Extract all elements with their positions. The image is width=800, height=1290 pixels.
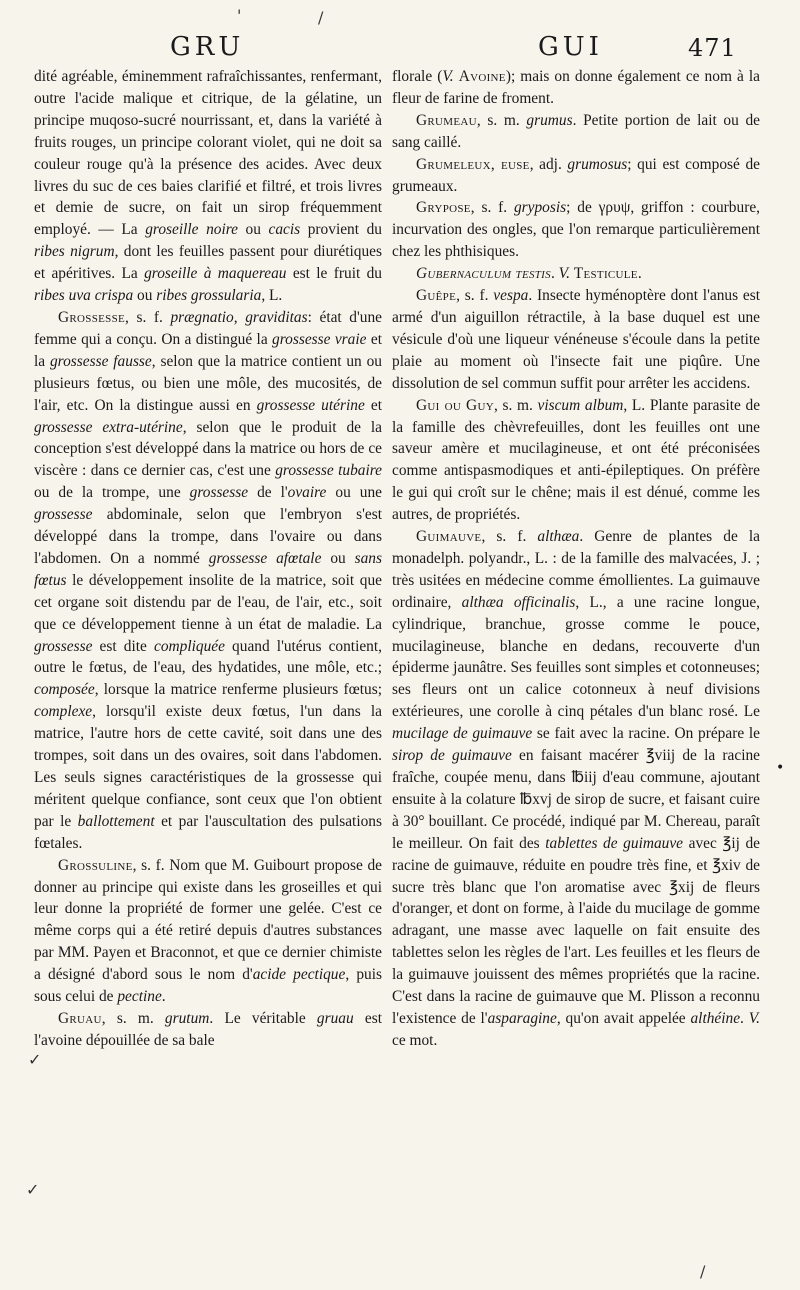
entry-grossesse bbox=[34, 307, 382, 855]
text-run: ; de γρυψ, griffon : courbure, incurvation des ongles, que l'on remarque particulièrement chez les phthisiques. bbox=[392, 199, 760, 261]
italic-term: ribes grossularia bbox=[156, 287, 262, 305]
italic-term: composée bbox=[34, 681, 95, 699]
italic-term: althæa bbox=[537, 528, 580, 546]
text-run: , s. m. bbox=[101, 1009, 165, 1027]
italic-term: grossesse tubaire bbox=[275, 462, 382, 480]
entry-gruau bbox=[34, 1008, 382, 1052]
text-run: est l'avoine dépouillée de sa bale bbox=[34, 1009, 383, 1049]
text-run: . Le véritable bbox=[209, 1009, 317, 1027]
italic-term: asparagine bbox=[487, 1009, 557, 1027]
italic-term: sirop de guimauve bbox=[392, 747, 512, 765]
text-run: . Petite portion de lait ou de sang caillé. bbox=[392, 111, 761, 151]
text-run: et par l'auscultation des pulsations fœtales. bbox=[34, 812, 382, 852]
headword: Grossesse bbox=[58, 308, 126, 326]
text-run: . Insecte hyménoptère dont l'anus est armé d'un aiguillon rétractile, à la base duquel est une vésicule d'où une liqueur vénéneuse s'écoule dans la petite plaie au moment où l'insecte fait une piqûre. Une dissolution de sel commun suffit pour arrêter les accidens. bbox=[392, 287, 761, 392]
text-run: ; qui est composé de grumeaux. bbox=[392, 155, 760, 195]
italic-term: althéine bbox=[690, 1009, 741, 1027]
text-run: se fait avec la racine. On prépare le bbox=[532, 725, 760, 743]
text-run: . bbox=[550, 265, 559, 283]
top-dot-mark: ' bbox=[237, 6, 242, 25]
italic-term: groseille à maquereau bbox=[144, 265, 287, 283]
text-run: , s. m. bbox=[493, 396, 538, 414]
italic-term: acide pectique bbox=[252, 966, 346, 984]
text-run: de l' bbox=[248, 484, 288, 502]
text-run: , s. f. bbox=[470, 199, 514, 217]
margin-check-mark: ✓ bbox=[28, 1050, 42, 1069]
italic-term: grossesse fausse bbox=[49, 352, 152, 370]
text-run: et la bbox=[34, 330, 382, 370]
page-number: 471 bbox=[688, 34, 737, 62]
italic-term: pectine bbox=[117, 988, 162, 1006]
text-run: dité agréable, éminemment rafraîchissantes, renfermant, outre l'acide malique et citrique, de la gélatine, un principe muqoso-sucré nourrissant, et, dans la variété à fruits rouges, un principe colorant violet, qui ne doit sa couleur rouge qu'à la présence des acides. Avec deux livres du suc de ces baies clarifié et filtré, et trois livres et demie de sucre, on fait un sirop fréquemment employé. — La bbox=[34, 68, 382, 239]
text-run: florale ( bbox=[392, 68, 443, 85]
headword: Grumeau bbox=[416, 111, 477, 129]
text-run: , adj. bbox=[529, 155, 568, 173]
italic-term: ovaire bbox=[287, 484, 327, 502]
text-run: le développement insolite de la matrice, soit que cet organe soit distendu par de l'eau, de l'air, etc., soit que ce développement tienne à un état de maladie. La bbox=[34, 571, 382, 633]
entry-gui bbox=[392, 395, 760, 526]
text-run: , selon que le produit de la conception s'est développé dans la matrice ou hors de ce viscère : dans ce dernier cas, c'est une bbox=[34, 418, 383, 480]
entry-groseille-continued bbox=[34, 66, 382, 307]
italic-term: althæa officinalis bbox=[461, 593, 576, 611]
italic-term: mucilage de guimauve bbox=[392, 725, 533, 743]
italic-term: V. bbox=[442, 68, 454, 85]
headword: Avoine bbox=[458, 68, 506, 85]
text-run: , puis sous celui de bbox=[34, 966, 383, 1006]
italic-term: grossesse afœtale bbox=[208, 549, 322, 567]
italic-term: grumosus bbox=[567, 155, 628, 173]
italic-term: compliquée bbox=[153, 637, 225, 655]
text-run: en faisant macérer ℥viij de la racine fraîche, coupée menu, dans ℔iij d'eau commune, ajoutant ensuite à la colature ℔xvj de sirop de sucre, et faisant cuire à 30° bouillant. Ce procédé, indiqué par M. Chereau, paraît le meilleur. On fait des bbox=[392, 747, 760, 852]
text-run: . bbox=[740, 1009, 749, 1027]
text-run: provient du bbox=[300, 221, 382, 239]
headword: Gubernaculum testis bbox=[416, 265, 551, 283]
entry-grumeleux bbox=[392, 154, 760, 198]
entry-grumeau bbox=[392, 110, 760, 154]
entry-guepe bbox=[392, 285, 760, 395]
entry-guimauve bbox=[392, 526, 760, 1052]
text-run: quand l'utérus contient, outre le fœtus, de l'eau, des hydatides, une môle, etc.; bbox=[34, 637, 382, 677]
italic-term: grumus bbox=[526, 111, 573, 129]
italic-term: grossesse utérine bbox=[256, 396, 365, 414]
text-run: et bbox=[364, 396, 382, 414]
italic-term: grutum bbox=[164, 1009, 210, 1027]
text-run: ); mais on donne également ce nom à la fleur de farine de froment. bbox=[392, 68, 760, 107]
top-slash-mark: / bbox=[318, 8, 324, 27]
headword: Grossuline bbox=[58, 856, 133, 874]
text-run: . Genre de plantes de la monadelph. polyandr., L. : de la famille des malvacées, J. ; très usitées en médecine comme émollientes. La guimauve ordinaire, bbox=[392, 528, 760, 611]
italic-term: grossesse bbox=[34, 506, 93, 524]
headword: Guimauve bbox=[416, 528, 482, 546]
italic-term: gryposis bbox=[513, 199, 567, 217]
text-run: est dite bbox=[92, 637, 154, 655]
italic-term: vespa bbox=[493, 287, 529, 305]
text-run: , s. f. bbox=[456, 287, 494, 305]
headword: Grypose bbox=[416, 199, 471, 217]
italic-term: viscum album bbox=[537, 396, 624, 414]
text-run: ou bbox=[321, 549, 355, 567]
italic-term: ribes nigrum bbox=[34, 243, 115, 261]
text-run: : état d'une femme qui a conçu. On a distingué la bbox=[34, 308, 382, 348]
headword: Gui ou Guy bbox=[416, 396, 494, 414]
header-left-word: GRU bbox=[170, 32, 245, 62]
text-run: , s. f. bbox=[125, 308, 171, 326]
italic-term: ballottement bbox=[77, 812, 155, 830]
headword: Guêpe bbox=[416, 287, 457, 305]
entry-gruau-continued bbox=[392, 66, 760, 110]
italic-term: grossesse bbox=[189, 484, 249, 502]
left-column bbox=[34, 66, 382, 1052]
text-run: , L., a une racine longue, cylindrique, branchue, grosse comme le pouce, mucilagineuse, blanche en dedans, recouverte d'un épiderme jaunâtre. Ses feuilles sont simples et cotonneuses; ses fleurs ont un calice cotonneux à neuf divisions extérieures, une corolle à cinq pétales d'un blanc rosé. Le bbox=[392, 593, 760, 721]
italic-term: grossesse bbox=[34, 637, 93, 655]
italic-term: V. bbox=[558, 265, 570, 283]
text-run: , qu'on avait appelée bbox=[556, 1009, 691, 1027]
header-right-word: GUI bbox=[538, 32, 603, 62]
text-run: , s. f. bbox=[481, 528, 538, 546]
margin-check-mark: ✓ bbox=[26, 1180, 40, 1199]
entry-gubernaculum bbox=[392, 263, 760, 285]
text-run: , L. bbox=[261, 287, 283, 305]
bottom-slash-mark: / bbox=[700, 1262, 706, 1281]
text-run: . bbox=[161, 988, 166, 1006]
right-column bbox=[392, 66, 760, 1052]
italic-term: sans fœtus bbox=[34, 549, 382, 589]
italic-term: cacis bbox=[268, 221, 301, 239]
text-run: ou de la trompe, une bbox=[34, 484, 190, 502]
italic-term: V. bbox=[748, 1009, 760, 1027]
text-run: , lorsqu'il existe deux fœtus, l'un dans la matrice, l'autre hors de cette cavité, soit dans une des trompes, soit dans un des ovaires, soit dans l'abdomen. Les seuls signes caractéristiques de la grossesse qui méritent quelque confiance, sont ceux que l'on obtient par le bbox=[34, 703, 382, 830]
text-run: . bbox=[637, 265, 642, 283]
entry-grossuline bbox=[34, 855, 382, 1008]
text-run: , s. m. bbox=[476, 111, 527, 129]
running-header bbox=[0, 32, 800, 68]
text-run: avec ℥ij de racine de guimauve, réduite en poudre très fine, et ℥xiv de sucre très blanc que l'on aromatise avec ℥xij de fleurs d'oranger, et dont on forme, à l'aide du mucilage de gomme adragant, une masse avec laquelle on fait ensuite des tablettes selon les règles de l'art. Les feuilles et les fleurs de la guimauve jouissent des mêmes propriétés que la racine. C'est dans la racine de guimauve que M. Plisson a reconnu l'existence de l' bbox=[392, 834, 761, 1027]
text-run: , dont les feuilles passent pour diurétiques et apéritives. La bbox=[34, 243, 382, 283]
italic-term: prægnatio, graviditas bbox=[170, 308, 308, 326]
text-run: , selon que la matrice contient un ou plusieurs fœtus, ou bien une môle, des mucosités, de l'air, etc. On la distingue aussi en bbox=[34, 352, 382, 414]
text-run: est le fruit du bbox=[286, 265, 382, 283]
italic-term: complexe bbox=[34, 703, 93, 721]
italic-term: grossesse vraie bbox=[272, 330, 367, 348]
text-run: ou une bbox=[326, 484, 382, 502]
italic-term: grossesse extra-utérine bbox=[34, 418, 183, 436]
italic-term: tablettes de guimauve bbox=[545, 834, 684, 852]
text-run: abdominale, selon que l'embryon s'est développé dans la trompe, dans l'ovaire ou dans l'abdomen. On a nommé bbox=[34, 506, 382, 567]
italic-term: groseille noire bbox=[145, 221, 238, 239]
text-run: , s. f. Nom que M. Guibourt propose de donner au principe qui existe dans les groseilles et qui leur donne la propriété de former une gelée. C'est ce même corps qui a été retiré depuis d'autres substances par MM. Payen et Braconnot, et que ce dernier chimiste a désigné d'abord sous le nom d' bbox=[34, 856, 382, 984]
margin-star-mark: • bbox=[776, 760, 785, 776]
text-run: , lorsque la matrice renferme plusieurs fœtus; bbox=[94, 681, 382, 699]
text-run: ou bbox=[133, 287, 157, 305]
entry-grypose bbox=[392, 197, 760, 263]
headword: Gruau bbox=[58, 1009, 102, 1027]
headword: Grumeleux, euse bbox=[416, 155, 530, 173]
text-run: ou bbox=[237, 221, 269, 239]
text-run: ce mot. bbox=[392, 1031, 438, 1049]
headword: Testicule bbox=[573, 265, 638, 283]
italic-term: gruau bbox=[316, 1009, 354, 1027]
italic-term: ribes uva crispa bbox=[34, 287, 134, 305]
text-run: , L. Plante parasite de la famille des chèvrefeuilles, dont les feuilles ont une saveur amère et mucilagineuse, et ont été préconisées comme antispasmodiques et anti-épileptiques. On préfère le gui qui croît sur le chêne; mais il est dénué, comme les autres, de propriétés. bbox=[392, 396, 761, 524]
